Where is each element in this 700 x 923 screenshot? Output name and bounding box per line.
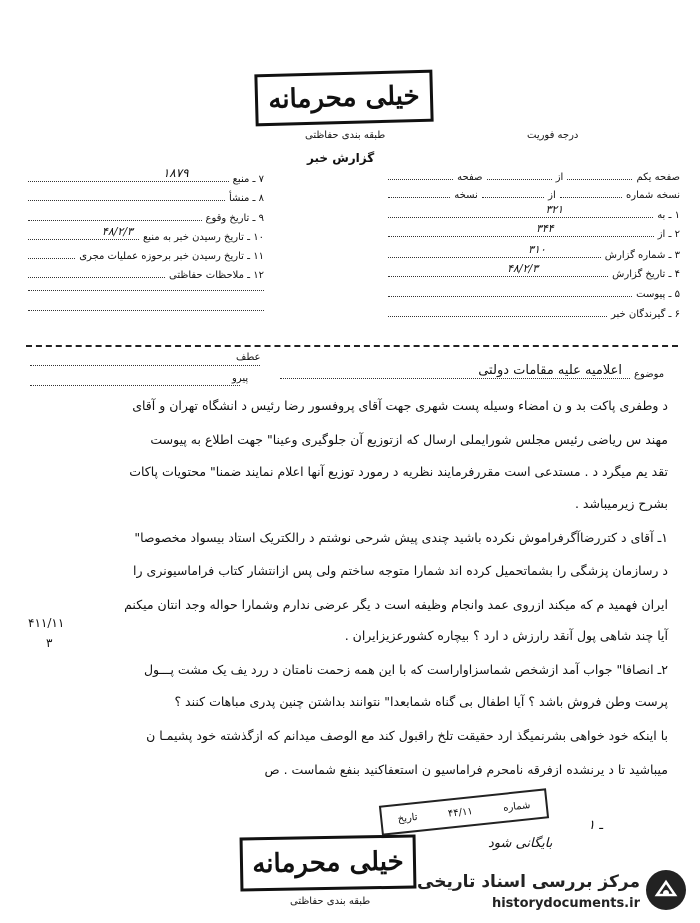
handwritten-value: ۴۸/۲/۳ <box>101 225 133 238</box>
field-label: نسخه شماره <box>626 190 680 201</box>
margin-note: ۴۱۱/۱۱ <box>28 616 65 630</box>
archive-logo-icon <box>646 870 686 910</box>
body-line: مهند س ریاضی رئیس مجلس شورایملی ارسال که ازتوزیع آن جلوگیری وعینا" جهت اطلاع به پیوست <box>150 432 668 447</box>
handwritten-note: ۱ ـ <box>588 818 603 833</box>
dotted-line <box>482 188 544 198</box>
field-label: ۵ ـ پیوست <box>636 289 680 300</box>
stamp-field: ۴۴/۱۱ <box>447 805 474 820</box>
dotted-line <box>28 268 165 278</box>
dotted-line <box>30 385 240 386</box>
top-classification-stamp: خیلی محرمانه <box>254 70 433 127</box>
dotted-line <box>388 262 608 277</box>
field-to <box>388 203 680 221</box>
field-label: ۶ ـ گیرندگان خبر <box>610 309 680 320</box>
field-label: ۹ ـ تاریخ وقوع <box>205 213 264 224</box>
dotted-line <box>487 170 552 180</box>
divider <box>26 345 678 347</box>
dotted-line <box>388 203 653 218</box>
field-label: صفحه یکم <box>636 172 680 183</box>
field-recipients <box>388 307 680 320</box>
field-occurrence-date <box>28 211 264 224</box>
dotted-line <box>388 243 601 258</box>
stamp-field: شماره <box>502 799 531 814</box>
body-line: د وطفری پاکت بد و ن امضاء وسیله پست شهری جهت آقای پروفسور رضا رئیس د انشگاه تهران و آقای <box>132 398 668 413</box>
field-source <box>28 166 264 185</box>
body-line: ۱ـ آقای د کتررضاآگرفراموش نکرده باشید چندی پیش شرحی نوشتم د رالکتریک استاد بیسواد مخصوصا" <box>134 530 668 545</box>
body-line: تقد یم میگرد د . مستدعی است مقررفرمایند نظریه د رمورد توزیع آنها اعلام نمایند ضمنا" محتویات پاکات <box>129 464 668 479</box>
field-label: ۸ ـ منشأ <box>228 193 264 204</box>
field-attachment <box>388 287 680 300</box>
bottom-classification-stamp: خیلی محرمانه <box>240 834 417 891</box>
field-label: از <box>548 190 556 201</box>
watermark-url: historydocuments.ir <box>491 896 640 911</box>
watermark-text: مرکز بررسی اسناد تاریخی <box>417 872 640 892</box>
atf-label: عطف <box>236 352 261 363</box>
body-line: با اینکه خود خواهی بشرنمیگذ ارد حقیقت تلخ راقبول کند مع الوصف میدانم که ازگذشته خود پشیمـا ن <box>146 728 668 743</box>
dotted-line <box>28 191 225 201</box>
received-stamp <box>379 788 549 835</box>
field-security-notes <box>28 268 264 281</box>
subject-label: موضوع <box>634 369 665 380</box>
dotted-line <box>30 365 260 366</box>
report-title: گزارش خبر <box>307 151 375 165</box>
margin-note-2: ۳ <box>46 636 53 650</box>
field-label: صفحه <box>457 172 483 183</box>
dotted-line <box>28 166 229 182</box>
peyro-label: پیرو <box>232 373 249 384</box>
dotted-line <box>28 310 264 311</box>
handwritten-value: ۳۱۰ <box>528 243 546 256</box>
handwritten-note: بایگانی شود <box>488 836 553 851</box>
body-line: ایران فهمید م که میکند ازروی عمد وانجام وظیفه است د یگر عرضی ندارم وشمارا حواله وجد انتان میکنم <box>124 597 668 612</box>
dotted-line <box>388 188 450 198</box>
field-from <box>388 222 680 240</box>
field-operations-date <box>28 249 264 262</box>
body-line: میباشید تا د یرنشده ازفرقه نامحرم فراماسیو ن استعفاکنید بنفع شماست . ص <box>264 762 668 777</box>
dotted-line <box>28 225 139 240</box>
field-label: نسخه <box>454 190 478 201</box>
field-copy <box>388 188 680 201</box>
field-label: ۱۰ ـ تاریخ رسیدن خبر به منبع <box>142 232 264 243</box>
dotted-line <box>388 287 632 297</box>
dotted-line <box>388 307 607 317</box>
dotted-line <box>388 170 453 180</box>
body-line: ۲ـ انصافا" جواب آمد ازشخص شماسزاواراست که با این همه زحمت نامتان د ررد یف یک مشت پـــول <box>143 662 668 677</box>
field-label: ۷ ـ منبع <box>232 174 264 185</box>
body-line: بشرح زیرمیباشد . <box>574 496 668 511</box>
stamp-field: تاریخ <box>397 811 419 825</box>
field-label: ۱۲ ـ ملاحظات حفاظتی <box>169 270 264 281</box>
classification-label: طبقه بندی حفاظتی <box>305 130 386 141</box>
field-label: ۱۱ ـ تاریخ رسیدن خبر برحوزه عملیات مجری <box>79 251 264 262</box>
field-report-date <box>388 262 680 280</box>
urgency-label: درجه فوریت <box>527 130 579 141</box>
field-label: ۲ ـ از <box>657 229 680 240</box>
field-report-number <box>388 243 680 261</box>
dotted-line <box>28 290 264 291</box>
dotted-line <box>28 211 202 221</box>
field-label: ۱ ـ به <box>657 210 680 221</box>
dotted-line <box>567 170 632 180</box>
field-receipt-date <box>28 225 264 243</box>
handwritten-value: ۳۲۱ <box>545 203 564 216</box>
body-line: د رسازمان پزشگی را بشماتحمیل کرده اند شمارا متوجه ساختم ولی پس ازانتشار کتاب فراماسیونری را <box>133 563 668 578</box>
body-line: پرست وطن فروش باشد ؟ آیا اطفال بی گناه شمابعدا" نتوانند بداشتن چنین پدری مباهات کنند ؟ <box>174 694 668 709</box>
field-label: از <box>555 172 564 183</box>
field-label: ۴ ـ تاریخ گزارش <box>612 269 680 280</box>
dotted-line <box>560 188 622 198</box>
classification-label-bottom: طبقه بندی حفاظتی <box>290 896 371 907</box>
dotted-line <box>28 249 75 259</box>
handwritten-value: ۱۸۷۹ <box>162 166 189 180</box>
field-origin <box>28 191 264 204</box>
field-page <box>388 170 680 183</box>
subject-value: اعلامیه علیه مقامات دولتی <box>280 363 630 379</box>
dotted-line <box>388 222 654 237</box>
handwritten-value: ۳۴۴ <box>535 222 554 235</box>
body-line: آیا چند شاهی پول آنقد رارزش د ارد ؟ بیچاره کشورعزیزایران . <box>344 628 668 643</box>
field-label: ۳ ـ شماره گزارش <box>604 250 680 261</box>
handwritten-value: ۴۸/۲/۳ <box>507 262 539 275</box>
